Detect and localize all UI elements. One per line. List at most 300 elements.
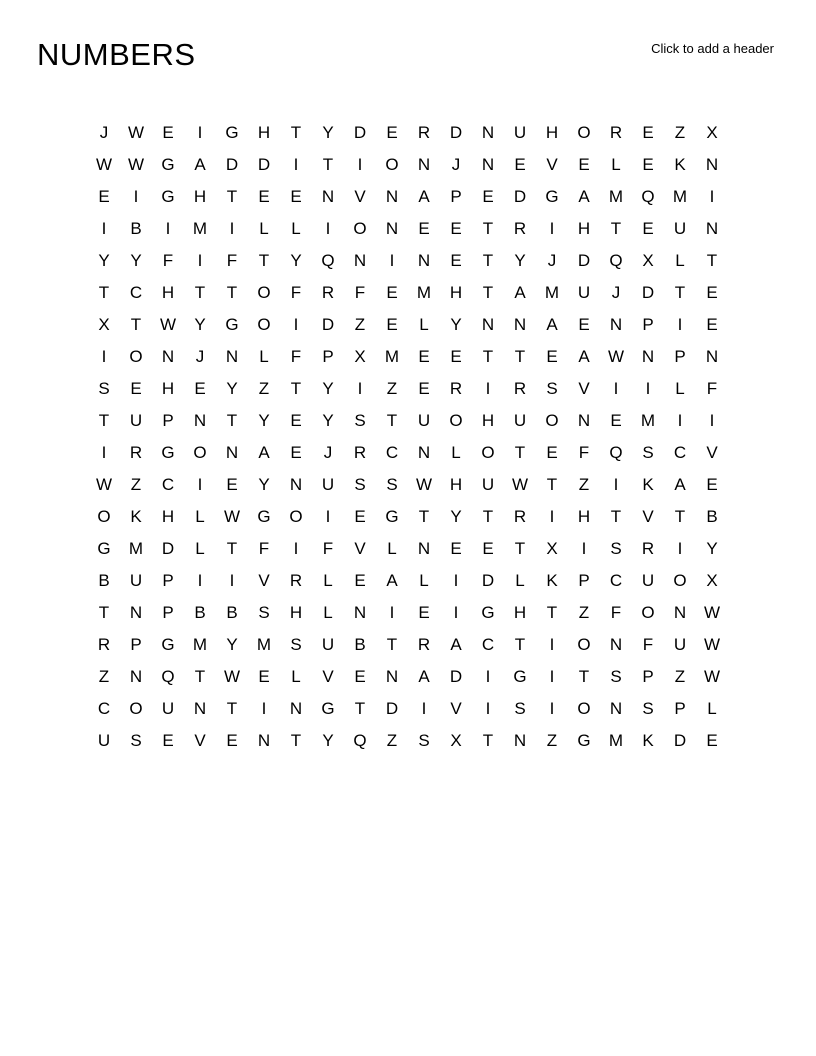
grid-letter: D — [577, 250, 591, 270]
grid-letter: E — [450, 538, 462, 558]
grid-letter: A — [546, 314, 558, 334]
grid-letter: J — [195, 346, 205, 366]
grid-letter: P — [578, 570, 590, 590]
grid-letter: R — [641, 538, 655, 558]
grid-letter: I — [133, 186, 139, 206]
grid-letter: G — [97, 538, 111, 558]
grid-letter: I — [645, 378, 651, 398]
grid-letter: L — [515, 570, 525, 590]
grid-letter: T — [610, 506, 622, 526]
grid-letter: E — [194, 378, 206, 398]
grid-letter: N — [129, 602, 143, 622]
grid-letter: E — [610, 410, 622, 430]
grid-letter: Y — [322, 730, 334, 750]
grid-letter: S — [354, 474, 366, 494]
grid-letter: W — [223, 666, 241, 686]
grid-letter: T — [706, 250, 718, 270]
grid-letter: O — [353, 218, 367, 238]
grid-letter: O — [577, 698, 591, 718]
grid-letter: L — [323, 570, 333, 590]
grid-letter: G — [577, 730, 591, 750]
grid-letter: T — [98, 602, 110, 622]
grid-letter: L — [291, 218, 301, 238]
grid-letter: V — [258, 570, 270, 590]
grid-letter: H — [289, 602, 303, 622]
grid-letter: Y — [194, 314, 206, 334]
grid-letter: T — [130, 314, 142, 334]
grid-letter: X — [98, 314, 110, 334]
grid-letter: O — [193, 442, 207, 462]
grid-letter: G — [257, 506, 271, 526]
grid-letter: Z — [578, 474, 590, 494]
grid-letter: F — [290, 346, 302, 366]
grid-letter: T — [290, 730, 302, 750]
grid-letter: I — [709, 186, 715, 206]
grid-letter: U — [129, 410, 143, 430]
grid-letter: E — [258, 186, 270, 206]
grid-letter: P — [642, 314, 654, 334]
grid-letter: M — [192, 634, 208, 654]
grid-letter: K — [130, 506, 142, 526]
grid-letter: D — [673, 730, 687, 750]
grid-letter: I — [677, 410, 683, 430]
grid-letter: I — [613, 474, 619, 494]
grid-letter: R — [321, 282, 335, 302]
grid-letter: I — [197, 122, 203, 142]
grid-letter: U — [641, 570, 655, 590]
grid-letter: T — [482, 250, 494, 270]
grid-letter: O — [257, 282, 271, 302]
grid-letter: E — [450, 250, 462, 270]
grid-letter: P — [674, 698, 686, 718]
grid-letter: F — [258, 538, 270, 558]
grid-letter: N — [225, 346, 239, 366]
grid-letter: G — [321, 698, 335, 718]
grid-letter: M — [192, 218, 208, 238]
grid-letter: R — [513, 506, 527, 526]
grid-letter: O — [545, 410, 559, 430]
grid-letter: O — [449, 410, 463, 430]
grid-letter: L — [419, 570, 429, 590]
grid-letter: V — [706, 442, 718, 462]
grid-letter: A — [386, 570, 398, 590]
grid-letter: A — [418, 186, 430, 206]
grid-letter: W — [127, 122, 145, 142]
grid-letter: R — [609, 122, 623, 142]
grid-letter: S — [258, 602, 270, 622]
grid-letter: T — [674, 282, 686, 302]
grid-letter: T — [226, 698, 238, 718]
grid-letter: N — [609, 634, 623, 654]
grid-letter: A — [418, 666, 430, 686]
grid-letter: O — [289, 506, 303, 526]
grid-letter: C — [385, 442, 399, 462]
grid-letter: W — [95, 474, 113, 494]
grid-letter: R — [353, 442, 367, 462]
grid-letter: T — [386, 634, 398, 654]
grid-letter: Y — [322, 378, 334, 398]
grid-letter: L — [675, 378, 685, 398]
grid-letter: Z — [354, 314, 366, 334]
grid-letter: N — [321, 186, 335, 206]
grid-letter: T — [514, 634, 526, 654]
grid-letter: T — [386, 410, 398, 430]
grid-letter: Q — [641, 186, 655, 206]
grid-letter: E — [482, 186, 494, 206]
grid-letter: O — [385, 154, 399, 174]
grid-letter: B — [226, 602, 238, 622]
grid-letter: F — [354, 282, 366, 302]
grid-letter: L — [611, 154, 621, 174]
grid-letter: D — [385, 698, 399, 718]
grid-letter: I — [357, 378, 363, 398]
grid-letter: I — [453, 602, 459, 622]
grid-letter: Y — [258, 410, 270, 430]
grid-letter: E — [706, 474, 718, 494]
grid-letter: W — [703, 666, 721, 686]
grid-letter: X — [706, 122, 718, 142]
grid-letter: M — [256, 634, 272, 654]
grid-letter: T — [290, 378, 302, 398]
grid-letter: T — [482, 506, 494, 526]
grid-letter: I — [101, 442, 107, 462]
grid-letter: F — [578, 442, 590, 462]
grid-letter: C — [97, 698, 111, 718]
grid-letter: N — [385, 186, 399, 206]
grid-letter: N — [193, 410, 207, 430]
grid-letter: H — [449, 474, 463, 494]
grid-letter: Y — [226, 634, 238, 654]
grid-letter: T — [482, 282, 494, 302]
grid-letter: N — [353, 250, 367, 270]
grid-letter: E — [450, 218, 462, 238]
grid-letter: Y — [290, 250, 302, 270]
grid-letter: I — [549, 666, 555, 686]
grid-letter: T — [514, 442, 526, 462]
grid-letter: O — [97, 506, 111, 526]
grid-letter: W — [127, 154, 145, 174]
grid-letter: T — [226, 538, 238, 558]
grid-letter: M — [544, 282, 560, 302]
grid-letter: K — [674, 154, 686, 174]
grid-letter: N — [289, 474, 303, 494]
grid-letter: D — [161, 538, 175, 558]
grid-letter: L — [195, 506, 205, 526]
grid-letter: E — [418, 218, 430, 238]
grid-letter: L — [387, 538, 397, 558]
grid-letter: O — [129, 346, 143, 366]
grid-letter: L — [675, 250, 685, 270]
grid-letter: S — [354, 410, 366, 430]
grid-letter: O — [577, 634, 591, 654]
grid-letter: W — [223, 506, 241, 526]
grid-letter: I — [325, 506, 331, 526]
grid-letter: E — [418, 602, 430, 622]
grid-letter: Q — [161, 666, 175, 686]
grid-letter: V — [546, 154, 558, 174]
grid-letter: W — [511, 474, 529, 494]
grid-letter: N — [289, 698, 303, 718]
grid-letter: E — [354, 570, 366, 590]
grid-letter: C — [481, 634, 495, 654]
grid-letter: I — [389, 250, 395, 270]
grid-letter: A — [514, 282, 526, 302]
grid-letter: N — [481, 154, 495, 174]
grid-letter: E — [578, 154, 590, 174]
grid-letter: E — [418, 346, 430, 366]
grid-letter: I — [165, 218, 171, 238]
grid-letter: H — [161, 282, 175, 302]
grid-letter: I — [485, 378, 491, 398]
grid-letter: Q — [609, 250, 623, 270]
grid-letter: Y — [322, 410, 334, 430]
grid-letter: I — [197, 474, 203, 494]
grid-letter: E — [162, 122, 174, 142]
grid-letter: B — [354, 634, 366, 654]
grid-letter: G — [225, 122, 239, 142]
grid-letter: T — [674, 506, 686, 526]
grid-letter: K — [642, 730, 654, 750]
grid-letter: N — [193, 698, 207, 718]
grid-letter: M — [608, 186, 624, 206]
grid-letter: Z — [674, 122, 686, 142]
grid-letter: I — [549, 506, 555, 526]
grid-letter: M — [608, 730, 624, 750]
grid-letter: E — [386, 122, 398, 142]
grid-letter: S — [418, 730, 430, 750]
grid-letter: Z — [546, 730, 558, 750]
grid-letter: E — [482, 538, 494, 558]
grid-letter: M — [128, 538, 144, 558]
grid-letter: I — [549, 698, 555, 718]
grid-letter: B — [194, 602, 206, 622]
grid-letter: Y — [706, 538, 718, 558]
grid-letter: X — [450, 730, 462, 750]
grid-letter: R — [97, 634, 111, 654]
grid-letter: S — [610, 538, 622, 558]
grid-letter: N — [577, 410, 591, 430]
grid-letter: M — [640, 410, 656, 430]
grid-letter: F — [290, 282, 302, 302]
grid-letter: T — [610, 218, 622, 238]
grid-letter: C — [161, 474, 175, 494]
grid-letter: N — [481, 122, 495, 142]
grid-letter: U — [673, 218, 687, 238]
grid-letter: S — [546, 378, 558, 398]
grid-letter: W — [95, 154, 113, 174]
grid-letter: L — [259, 218, 269, 238]
grid-letter: G — [545, 186, 559, 206]
grid-letter: U — [577, 282, 591, 302]
grid-letter: G — [161, 634, 175, 654]
grid-letter: R — [129, 442, 143, 462]
grid-letter: V — [578, 378, 590, 398]
grid-letter: H — [161, 506, 175, 526]
grid-letter: O — [257, 314, 271, 334]
grid-letter: A — [578, 186, 590, 206]
grid-letter: D — [481, 570, 495, 590]
grid-letter: N — [641, 346, 655, 366]
grid-letter: D — [513, 186, 527, 206]
grid-letter: H — [577, 506, 591, 526]
grid-letter: W — [607, 346, 625, 366]
grid-letter: G — [161, 186, 175, 206]
grid-letter: I — [229, 218, 235, 238]
grid-letter: E — [546, 346, 558, 366]
grid-letter: D — [449, 122, 463, 142]
grid-letter: T — [226, 186, 238, 206]
grid-letter: O — [641, 602, 655, 622]
grid-letter: N — [161, 346, 175, 366]
grid-letter: G — [385, 506, 399, 526]
grid-letter: S — [386, 474, 398, 494]
grid-letter: E — [514, 154, 526, 174]
grid-letter: Y — [130, 250, 142, 270]
grid-letter: E — [226, 730, 238, 750]
add-header-placeholder[interactable]: Click to add a header — [651, 41, 774, 56]
grid-letter: U — [481, 474, 495, 494]
grid-letter: E — [290, 410, 302, 430]
grid-letter: P — [642, 666, 654, 686]
grid-letter: Q — [321, 250, 335, 270]
grid-letter: P — [162, 602, 174, 622]
grid-letter: F — [610, 602, 622, 622]
grid-letter: E — [290, 442, 302, 462]
grid-letter: L — [451, 442, 461, 462]
grid-letter: N — [225, 442, 239, 462]
grid-letter: T — [482, 346, 494, 366]
grid-letter: V — [322, 666, 334, 686]
grid-letter: F — [322, 538, 334, 558]
grid-letter: Z — [98, 666, 110, 686]
grid-letter: Y — [258, 474, 270, 494]
grid-letter: G — [225, 314, 239, 334]
grid-letter: Z — [386, 730, 398, 750]
grid-letter: J — [451, 154, 461, 174]
grid-letter: O — [129, 698, 143, 718]
grid-letter: H — [449, 282, 463, 302]
grid-letter: M — [672, 186, 688, 206]
grid-letter: V — [642, 506, 654, 526]
grid-letter: G — [161, 442, 175, 462]
grid-letter: T — [514, 346, 526, 366]
grid-letter: R — [289, 570, 303, 590]
grid-letter: C — [609, 570, 623, 590]
grid-letter: I — [261, 698, 267, 718]
grid-letter: H — [481, 410, 495, 430]
grid-letter: I — [229, 570, 235, 590]
grid-letter: I — [549, 218, 555, 238]
grid-letter: A — [258, 442, 270, 462]
grid-letter: N — [609, 314, 623, 334]
grid-letter: V — [354, 538, 366, 558]
grid-letter: I — [677, 538, 683, 558]
grid-letter: N — [609, 698, 623, 718]
grid-letter: D — [321, 314, 335, 334]
grid-letter: E — [162, 730, 174, 750]
grid-letter: J — [323, 442, 333, 462]
grid-letter: E — [642, 154, 654, 174]
grid-letter: S — [290, 634, 302, 654]
grid-letter: L — [195, 538, 205, 558]
grid-letter: U — [129, 570, 143, 590]
grid-letter: J — [547, 250, 557, 270]
grid-letter: N — [129, 666, 143, 686]
grid-letter: V — [450, 698, 462, 718]
grid-letter: K — [642, 474, 654, 494]
grid-letter: T — [258, 250, 270, 270]
page-title: NUMBERS — [37, 37, 196, 72]
grid-letter: E — [418, 378, 430, 398]
grid-letter: N — [705, 218, 719, 238]
grid-letter: L — [707, 698, 717, 718]
grid-letter: N — [417, 250, 431, 270]
grid-letter: J — [99, 122, 109, 142]
grid-letter: V — [354, 186, 366, 206]
grid-letter: X — [706, 570, 718, 590]
grid-letter: U — [673, 634, 687, 654]
grid-letter: I — [101, 346, 107, 366]
grid-letter: Q — [353, 730, 367, 750]
grid-letter: D — [225, 154, 239, 174]
grid-letter: T — [482, 218, 494, 238]
grid-letter: N — [417, 442, 431, 462]
grid-letter: I — [101, 218, 107, 238]
grid-letter: S — [642, 442, 654, 462]
grid-letter: N — [353, 602, 367, 622]
grid-letter: N — [705, 154, 719, 174]
grid-letter: T — [546, 474, 558, 494]
grid-letter: E — [130, 378, 142, 398]
grid-letter: S — [130, 730, 142, 750]
grid-letter: I — [293, 154, 299, 174]
grid-letter: L — [259, 346, 269, 366]
grid-letter: H — [161, 378, 175, 398]
grid-letter: N — [385, 218, 399, 238]
grid-letter: N — [513, 730, 527, 750]
grid-letter: N — [257, 730, 271, 750]
grid-letter: O — [577, 122, 591, 142]
grid-letter: S — [98, 378, 110, 398]
grid-letter: S — [514, 698, 526, 718]
grid-letter: C — [673, 442, 687, 462]
grid-letter: E — [706, 314, 718, 334]
grid-letter: F — [162, 250, 174, 270]
grid-letter: W — [159, 314, 177, 334]
grid-letter: H — [577, 218, 591, 238]
grid-letter: E — [450, 346, 462, 366]
grid-letter: U — [97, 730, 111, 750]
grid-letter: U — [161, 698, 175, 718]
grid-letter: M — [384, 346, 400, 366]
grid-letter: U — [417, 410, 431, 430]
grid-letter: N — [673, 602, 687, 622]
grid-letter: Z — [130, 474, 142, 494]
grid-letter: R — [513, 378, 527, 398]
grid-letter: Q — [609, 442, 623, 462]
grid-letter: C — [129, 282, 143, 302]
grid-letter: A — [674, 474, 686, 494]
grid-letter: E — [98, 186, 110, 206]
grid-letter: P — [450, 186, 462, 206]
grid-letter: I — [293, 314, 299, 334]
grid-letter: P — [162, 410, 174, 430]
grid-letter: H — [193, 186, 207, 206]
grid-letter: K — [546, 570, 558, 590]
grid-letter: Y — [226, 378, 238, 398]
grid-letter: L — [419, 314, 429, 334]
grid-letter: U — [513, 122, 527, 142]
